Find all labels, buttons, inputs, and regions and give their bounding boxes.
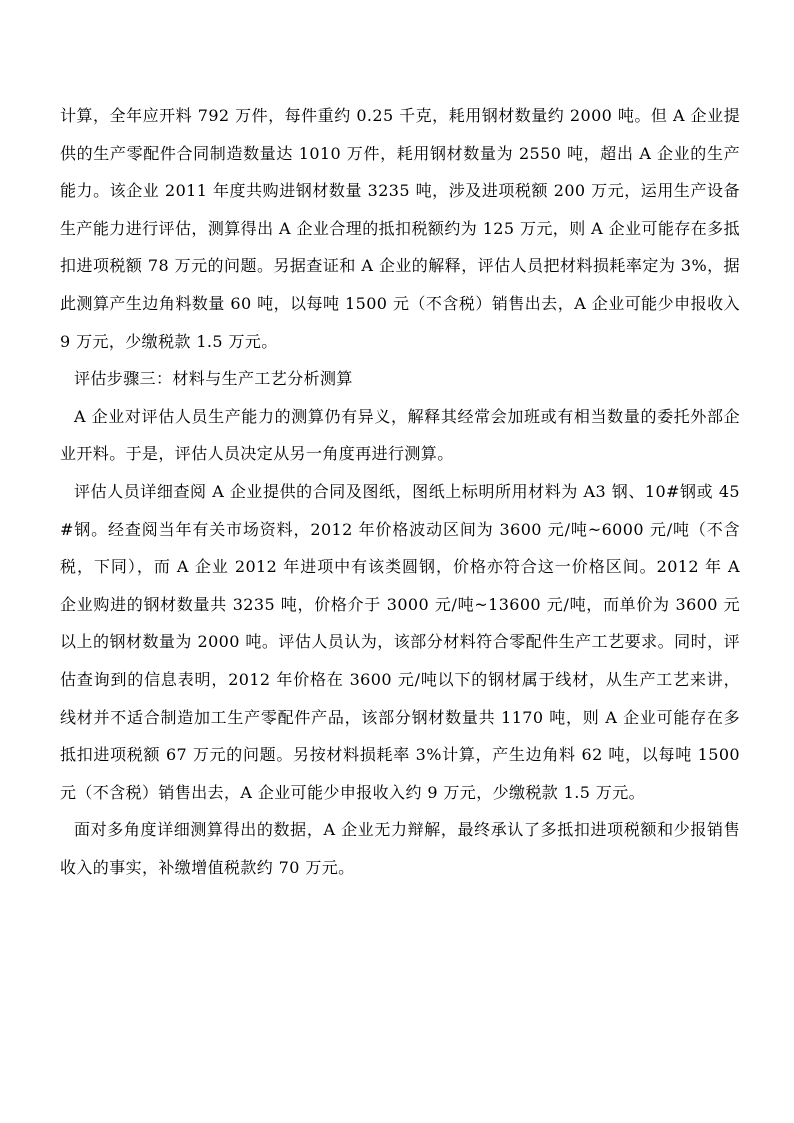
document-page	[60, 97, 740, 886]
paragraph-material-analysis: 评估人员详细查阅 A 企业提供的合同及图纸，图纸上标明所用材料为 A3 钢、10#钢或 45#钢。经查阅当年有关市场资料，2012 年价格波动区间为 3600 元/吨~6000 元/吨（不含税，下同），而 A 企业 2012 年进项中有该类圆钢，价格亦符合这一价格区间。2012 年 A 企业购进的钢材数量共 3235 吨，价格介于 3000 元/吨~13600 元/吨，而单价为 3600 元以上的钢材数量为 2000 吨。评估人员认为，该部分材料符合零配件生产工艺要求。同时，评估查询到的信息表明，2012 年价格在 3600 元/吨以下的钢材属于线材，从生产工艺来讲，线材并不适合制造加工生产零配件产品，该部分钢材数量共 1170 吨，则 A 企业可能存在多抵扣进项税额 67 万元的问题。另按材料损耗率 3%计算，产生边角料 62 吨，以每吨 1500 元（不含税）销售出去，A 企业可能少申报收入约 9 万元，少缴税款 1.5 万元。	[60, 481, 740, 802]
paragraph-objection: A 企业对评估人员生产能力的测算仍有异义，解释其经常会加班或有相当数量的委托外部企业开料。于是，评估人员决定从另一角度再进行测算。	[60, 406, 740, 464]
section-heading-step-three: 评估步骤三：材料与生产工艺分析测算	[74, 369, 353, 389]
paragraph-continuation: 计算，全年应开料 792 万件，每件重约 0.25 千克，耗用钢材数量约 2000 吨。但 A 企业提供的生产零配件合同制造数量达 1010 万件，耗用钢材数量为 2550 吨，超出 A 企业的生产能力。该企业 2011 年度共购进钢材数量 3235 吨，涉及进项税额 200 万元，运用生产设备生产能力进行评估，测算得出 A 企业合理的抵扣税额约为 125 万元，则 A 企业可能存在多抵扣进项税额 78 万元的问题。另据查证和 A 企业的解释，评估人员把材料损耗率定为 3%，据此测算产生边角料数量 60 吨，以每吨 1500 元（不含税）销售出去，A 企业可能少申报收入 9 万元，少缴税款 1.5 万元。	[60, 106, 740, 351]
paragraph-conclusion: 面对多角度详细测算得出的数据，A 企业无力辩解，最终承认了多抵扣进项税额和少报销售收入的事实，补缴增值税款约 70 万元。	[60, 820, 740, 877]
